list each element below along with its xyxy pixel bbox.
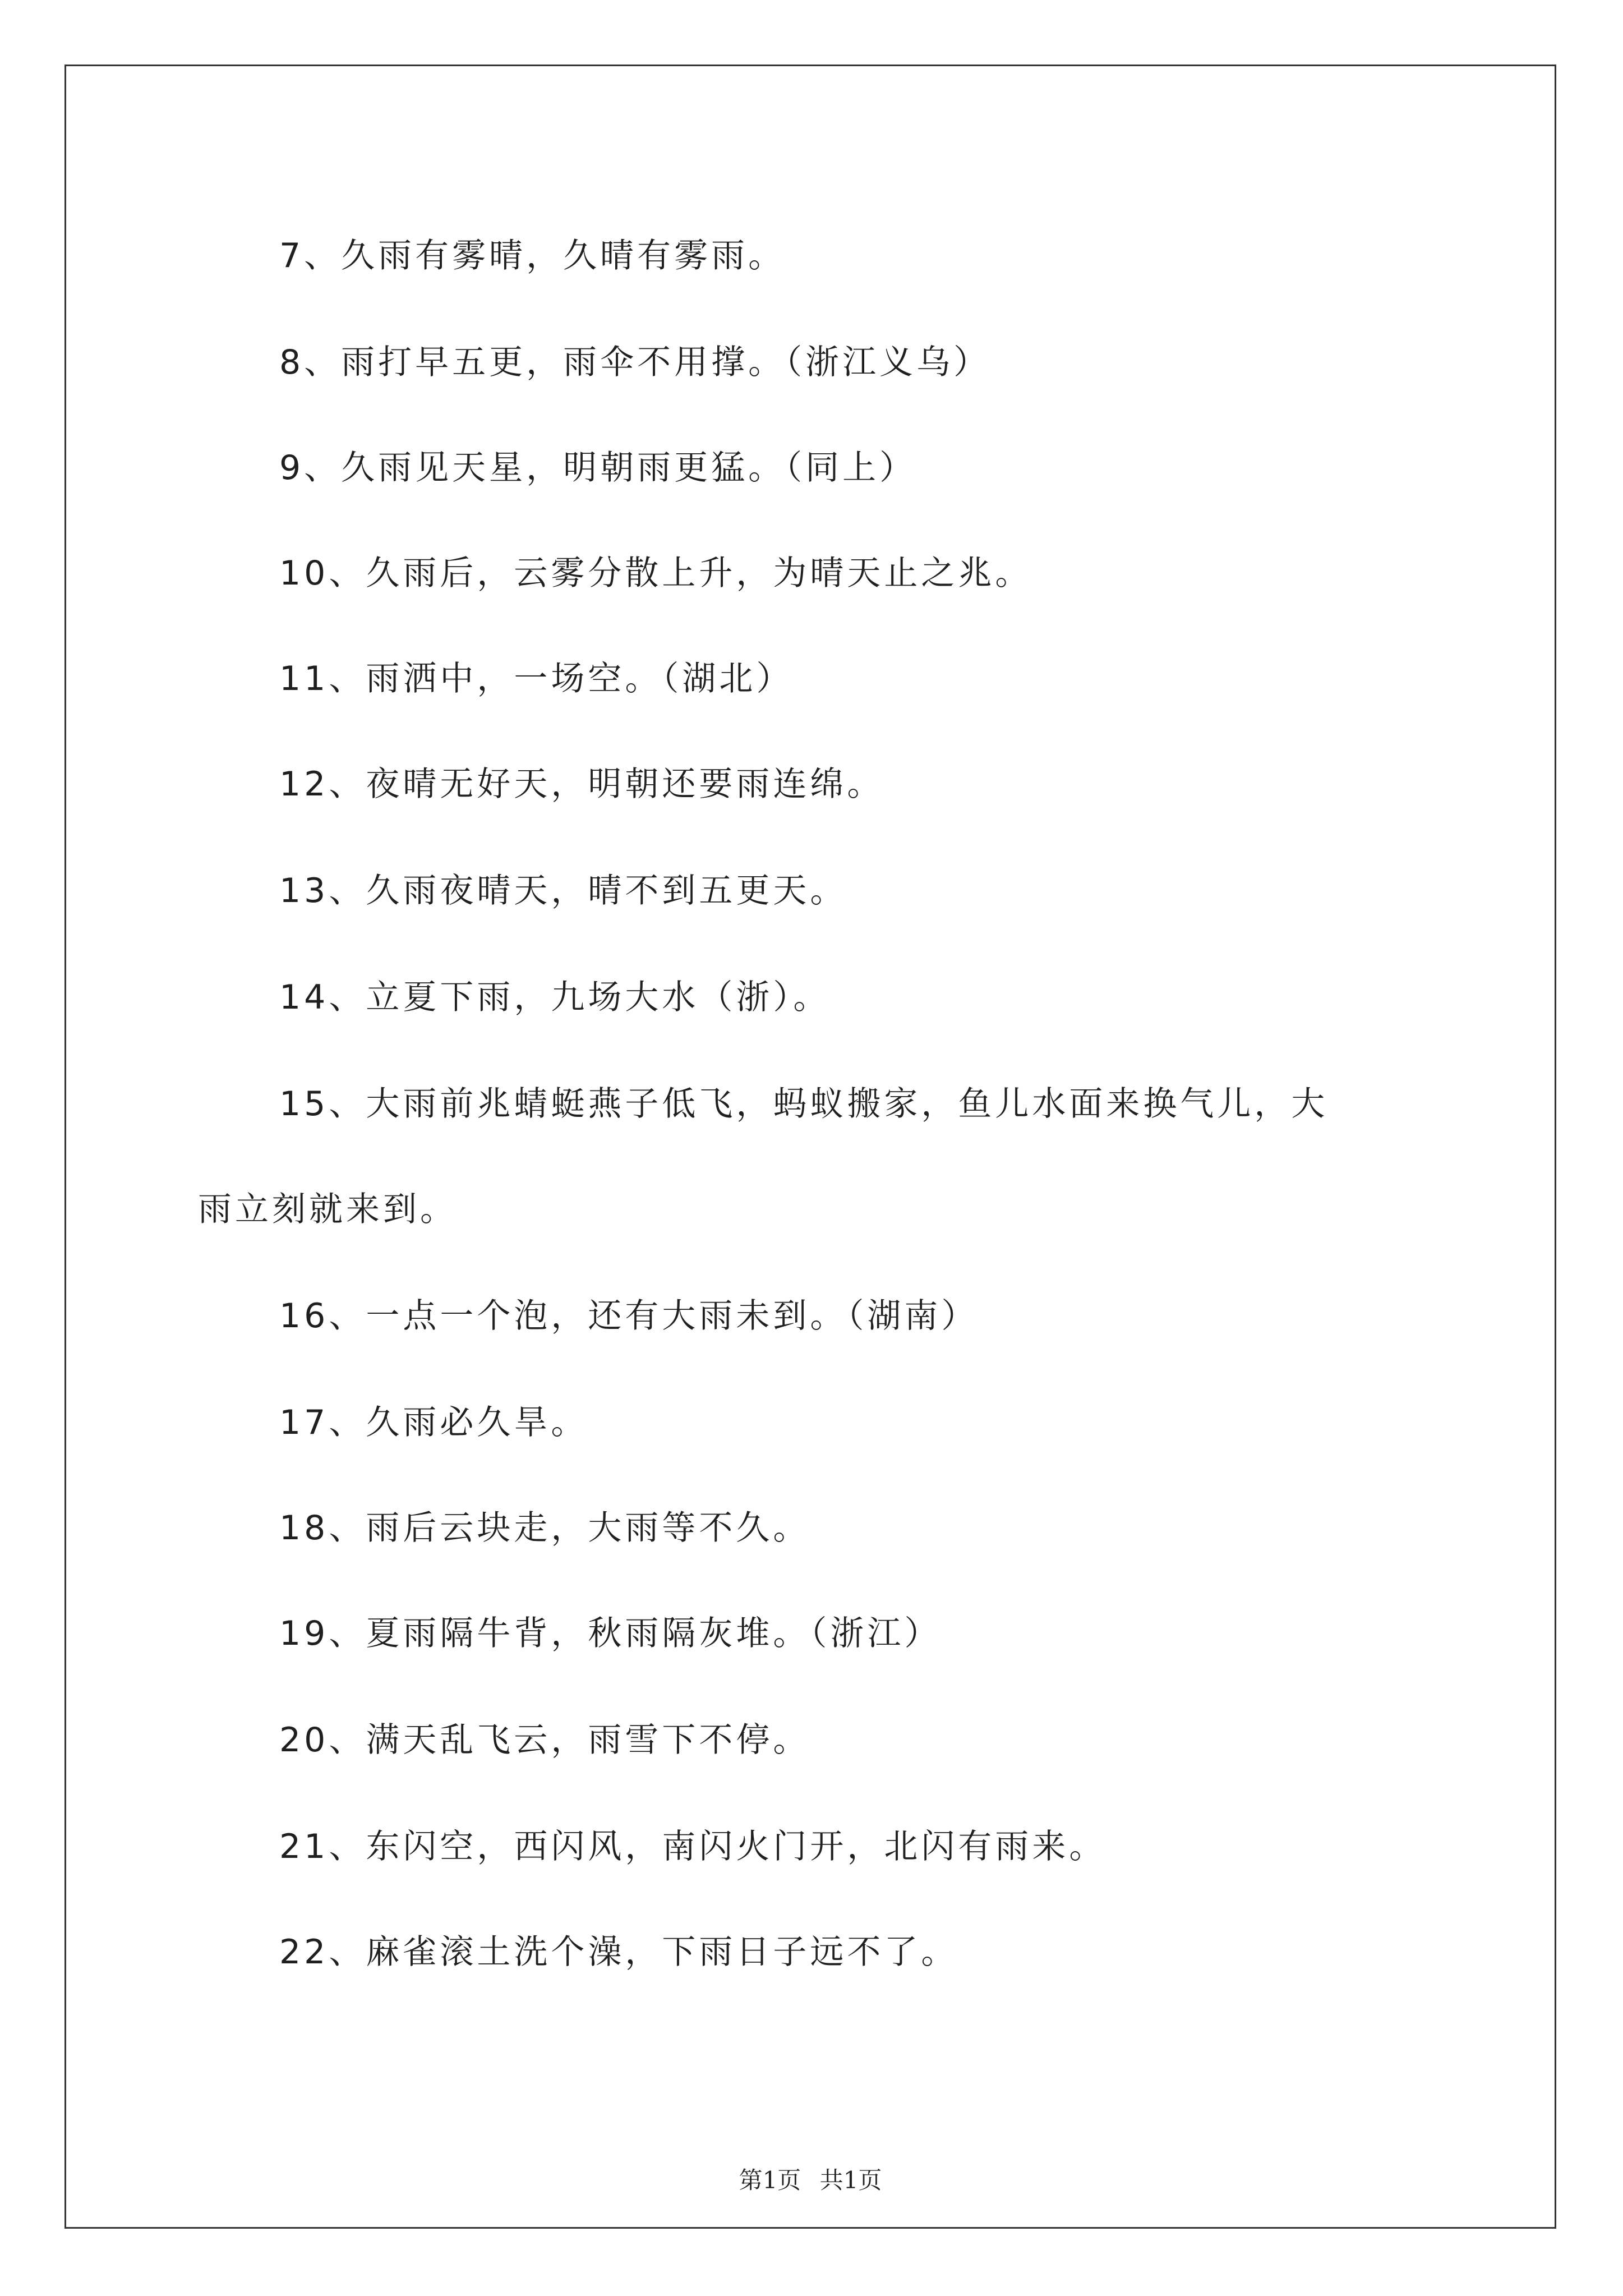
text-line: 17、久雨必久旱。 — [279, 1403, 588, 1442]
page-frame — [64, 65, 1556, 2229]
text-line-continuation: 雨立刻就来到。 — [198, 1190, 457, 1229]
text-line: 12、夜晴无好天，明朝还要雨连绵。 — [279, 765, 884, 804]
text-line: 18、雨后云块走，大雨等不久。 — [279, 1508, 810, 1548]
text-line: 22、麻雀滚土洗个澡，下雨日子远不了。 — [279, 1932, 958, 1972]
text-line: 14、立夏下雨，九场大水（浙）。 — [279, 978, 831, 1017]
text-line: 9、久雨见天星，明朝雨更猛。（同上） — [279, 448, 917, 487]
text-line: 21、东闪空，西闪风，南闪火门开，北闪有雨来。 — [279, 1827, 1106, 1866]
page-footer — [66, 2162, 1555, 2196]
text-line: 7、久雨有雾晴，久晴有雾雨。 — [279, 236, 786, 275]
text-line: 10、久雨后，云雾分散上升，为晴天止之兆。 — [279, 554, 1032, 593]
page-number: 第1页 — [739, 2166, 801, 2194]
text-line: 13、久雨夜晴天，晴不到五更天。 — [279, 871, 847, 910]
text-line: 15、大雨前兆蜻蜓燕子低飞，蚂蚁搬家，鱼儿水面来换气儿，大 — [279, 1084, 1329, 1124]
text-line: 8、雨打早五更，雨伞不用撑。（浙江义乌） — [279, 343, 991, 382]
text-line: 11、雨洒中，一场空。（湖北） — [279, 659, 794, 698]
text-line: 16、一点一个泡，还有大雨未到。（湖南） — [279, 1296, 979, 1336]
text-line: 19、夏雨隔牛背，秋雨隔灰堆。（浙江） — [279, 1614, 942, 1653]
document-body — [66, 66, 1555, 2227]
text-line: 20、满天乱飞云，雨雪下不停。 — [279, 1720, 810, 1760]
page-total: 共1页 — [819, 2166, 882, 2194]
